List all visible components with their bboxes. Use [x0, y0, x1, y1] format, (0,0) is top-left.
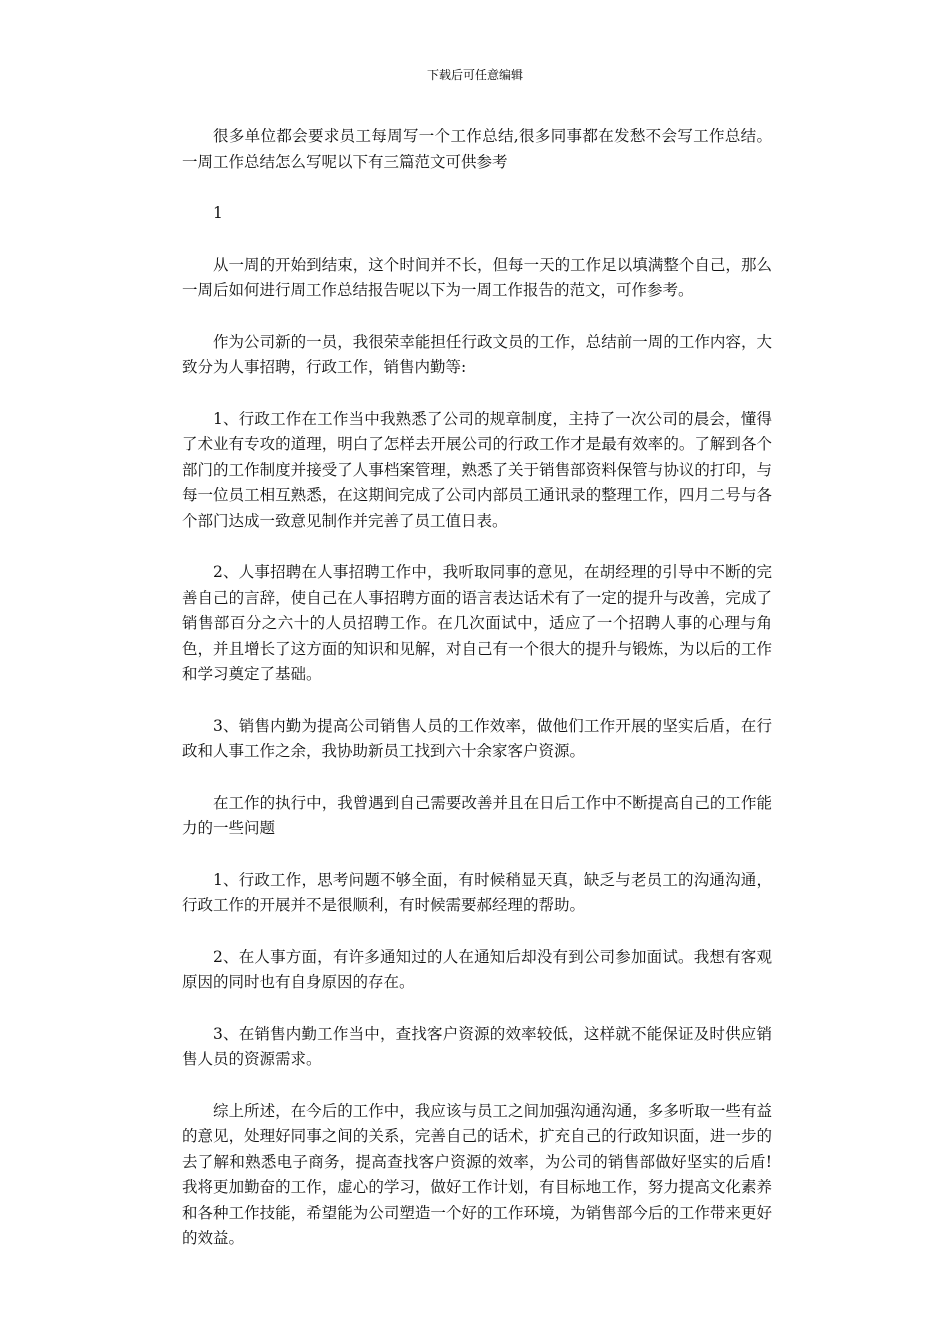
- intro-paragraph: 很多单位都会要求员工每周写一个工作总结,很多同事都在发愁不会写工作总结。一周工作总结怎么写呢以下有三篇范文可供参考: [182, 127, 772, 171]
- body-paragraph: 1、行政工作，思考问题不够全面，有时候稍显天真，缺乏与老员工的沟通沟通，行政工作的开展并不是很顺利，有时候需要郝经理的帮助。: [182, 870, 772, 914]
- document-body: [182, 124, 772, 1278]
- body-paragraph: 2、在人事方面，有许多通知过的人在通知后却没有到公司参加面试。我想有客观原因的同时也有自身原因的存在。: [182, 947, 772, 991]
- body-paragraph: 2、人事招聘在人事招聘工作中，我听取同事的意见，在胡经理的引导中不断的完善自己的言辞，使自己在人事招聘方面的语言表达话术有了一定的提升与改善，完成了销售部百分之六十的人员招聘工作。在几次面试中，适应了一个招聘人事的心理与角色，并且增长了这方面的知识和见解，对自己有一个很大的提升与锻炼，为以后的工作和学习奠定了基础。: [182, 563, 772, 683]
- body-paragraph: 1、行政工作在工作当中我熟悉了公司的规章制度，主持了一次公司的晨会，懂得了术业有专攻的道理，明白了怎样去开展公司的行政工作才是最有效率的。了解到各个部门的工作制度并接受了人事档案管理，熟悉了关于销售部资料保管与协议的打印，与每一位员工相互熟悉，在这期间完成了公司内部员工通讯录的整理工作，四月二号与各个部门达成一致意见制作并完善了员工值日表。: [182, 409, 772, 530]
- body-paragraph: 综上所述，在今后的工作中，我应该与员工之间加强沟通沟通，多多听取一些有益的意见，处理好同事之间的关系，完善自己的话术，扩充自己的行政知识面，进一步的去了解和熟悉电子商务，提高查找客户资源的效率，为公司的销售部做好坚实的后盾!我将更加勤奋的工作，虚心的学习，做好工作计划，有目标地工作，努力提高文化素养和各种工作技能，希望能为公司塑造一个好的工作环境，为销售部今后的工作带来更好的效益。: [182, 1101, 772, 1247]
- body-paragraph: 3、在销售内勤工作当中，查找客户资源的效率较低，这样就不能保证及时供应销售人员的资源需求。: [182, 1024, 772, 1068]
- section-number: 1: [213, 204, 223, 222]
- page-header: 下载后可任意编辑: [426, 68, 523, 82]
- body-paragraph: 3、销售内勤为提高公司销售人员的工作效率，做他们工作开展的坚实后盾，在行政和人事工作之余，我协助新员工找到六十余家客户资源。: [182, 716, 772, 760]
- body-paragraph: 作为公司新的一员，我很荣幸能担任行政文员的工作，总结前一周的工作内容，大致分为人事招聘，行政工作，销售内勤等:: [182, 332, 772, 376]
- body-paragraph: 从一周的开始到结束，这个时间并不长，但每一天的工作足以填满整个自己，那么一周后如何进行周工作总结报告呢以下为一周工作报告的范文，可作参考。: [182, 255, 772, 299]
- body-paragraph: 在工作的执行中，我曾遇到自己需要改善并且在日后工作中不断提高自己的工作能力的一些问题: [182, 793, 772, 837]
